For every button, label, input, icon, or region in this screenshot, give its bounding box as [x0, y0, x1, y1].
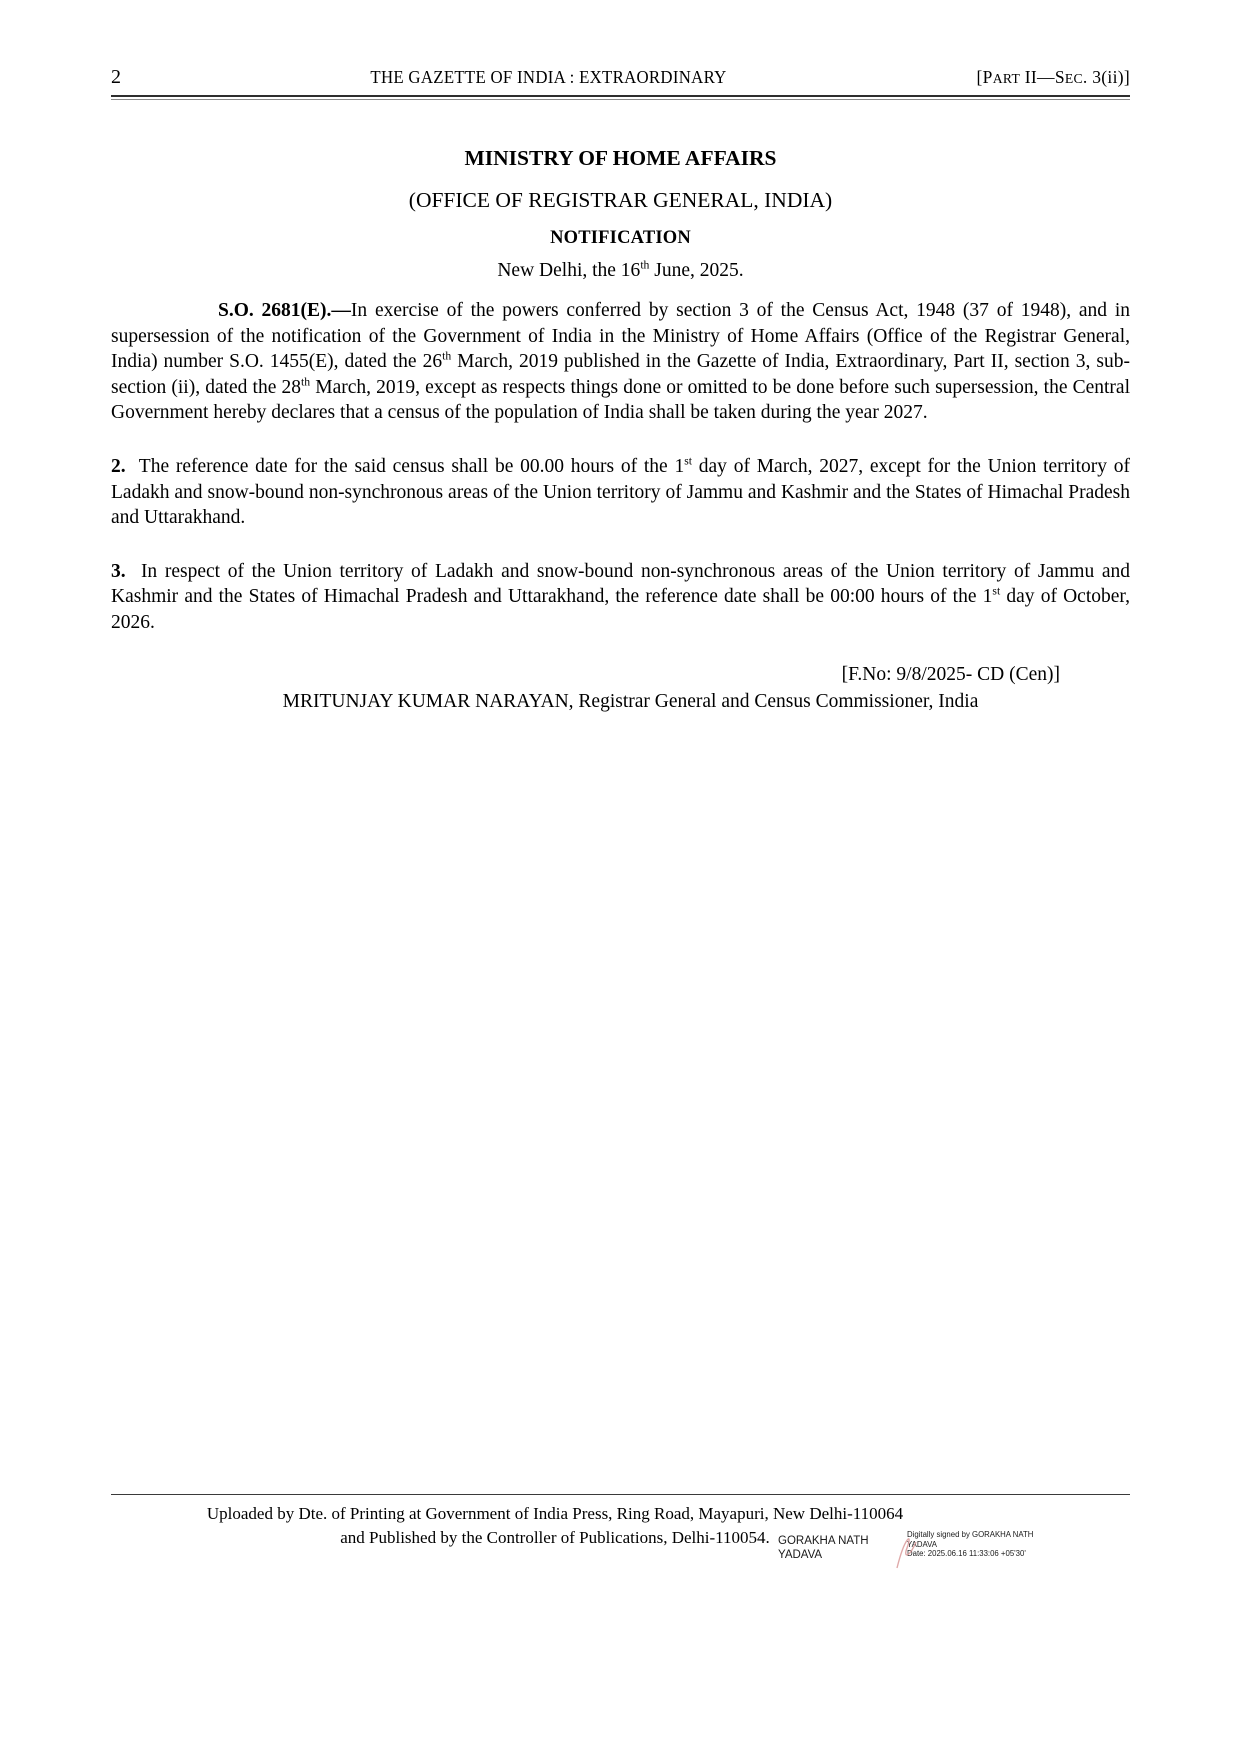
digital-signer-name: GORAKHA NATH YADAVA [778, 1535, 869, 1561]
running-head [111, 66, 1130, 89]
header-double-rule [111, 95, 1130, 100]
footer-publish-line: and Published by the Controller of Publications, Delhi-110054. [340, 1528, 770, 1547]
footer-upload-line: Uploaded by Dte. of Printing at Government of India Press, Ring Road, Mayapuri, New Delhi-110064 [206, 1504, 904, 1523]
page-footer [111, 1494, 1130, 1561]
paragraph-2: 2. The reference date for the said census shall be 00.00 hours of the 1st day of March, 2027, except for the Union territory of Ladakh and snow-bound non-synchronous areas of the Union territory of Jammu and Kashmir and the States of Himachal Pradesh and Uttarakhand. [111, 454, 1130, 529]
dateline: New Delhi, the 16th June, 2025. [497, 258, 744, 281]
digitally-signed-by-text: Digitally signed by GORAKHA NATH YADAVA [907, 1530, 1034, 1549]
paragraph-so-2681: S.O. 2681(E).—In exercise of the powers conferred by section 3 of the Census Act, 1948 (37 of 1948), and in supersession of the notification of the Government of India in the Ministry of Home Affairs (Office of the Registrar General, India) number S.O. 1455(E), dated the 26th March, 2019 published in the Gazette of India, Extraordinary, Part II, section 3, sub-section (ii), dated the 28th March, 2019, except as respects things done or omitted to be done before such supersession, the Central Government hereby declares that a census of the population of India shall be taken during the year 2027. [111, 300, 1130, 424]
signature-date-text: Date: 2025.06.16 11:33:06 +05'30' [907, 1549, 1026, 1559]
office-subtitle: (OFFICE OF REGISTRAR GENERAL, INDIA) [408, 188, 833, 212]
gazette-header-title: THE GAZETTE OF INDIA : EXTRAORDINARY [370, 67, 727, 87]
paragraph-3: 3. In respect of the Union territory of Ladakh and snow-bound non-synchronous areas of the Union territory of Jammu and Kashmir and the States of Himachal Pradesh and Uttarakhand, the reference date shall be 00:00 hours of the 1st day of October, 2026. [111, 560, 1130, 633]
notification-heading: NOTIFICATION [550, 228, 691, 248]
page-number: 2 [111, 66, 121, 88]
part-section-label: [PART II—SEC. 3(ii)] [976, 67, 1130, 87]
file-number: [F.No: 9/8/2025- CD (Cen)] [841, 663, 1060, 685]
digital-signature-note [907, 1530, 1041, 1559]
footer-rule [111, 1494, 1130, 1495]
signature-flourish-icon [893, 1528, 919, 1572]
ministry-title: MINISTRY OF HOME AFFAIRS [464, 146, 777, 170]
signatory-line: MRITUNJAY KUMAR NARAYAN, Registrar General and Census Commissioner, India [282, 690, 979, 712]
notification-body [111, 298, 1130, 636]
